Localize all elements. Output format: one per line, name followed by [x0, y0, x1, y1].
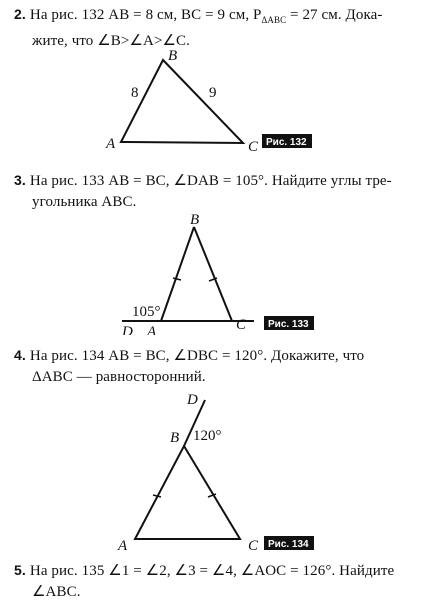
figure-badge-label: Рис. 134 — [268, 539, 309, 550]
vertex-label-c: C — [248, 538, 259, 554]
figure-badge-label: Рис. 132 — [266, 137, 307, 148]
triangle-abc — [121, 60, 243, 143]
problem-4 — [14, 345, 432, 388]
triangle-abc — [135, 446, 240, 539]
perimeter-subscript: ΔABC — [261, 15, 287, 25]
problem-text: На рис. 132 AB = 8 см, BC = 9 см, P — [29, 7, 262, 23]
side-bc-length: 9 — [209, 85, 217, 101]
vertex-label-b: B — [168, 50, 178, 64]
angle-label: 105° — [132, 304, 161, 320]
problem-4-line-1 — [14, 345, 432, 367]
side-ab — [161, 227, 194, 321]
vertex-label-a: A — [147, 324, 157, 335]
vertex-label-b: B — [170, 430, 180, 446]
point-label-d: D — [187, 392, 198, 408]
problem-2-line-1 — [14, 4, 432, 31]
problem-text-end: = 27 см. Дока- — [286, 7, 383, 23]
problem-number: 3. — [14, 172, 26, 188]
problem-text: На рис. 134 AB = BC, ∠DBC = 120°. Докажите, что — [29, 348, 365, 364]
angle-label: 120° — [193, 428, 222, 444]
vertex-label-c: C — [248, 139, 259, 155]
figure-badge-label: Рис. 133 — [268, 319, 309, 330]
problem-number: 5. — [14, 562, 26, 578]
figure-133 — [0, 205, 444, 335]
figure-132 — [0, 50, 444, 160]
vertex-label-b: B — [190, 212, 200, 228]
problem-number: 4. — [14, 347, 26, 363]
problem-3-line-1 — [14, 170, 432, 192]
problem-text: На рис. 135 ∠1 = ∠2, ∠3 = ∠4, ∠AOC = 126°. Найдите — [29, 563, 395, 579]
problem-text: На рис. 133 AB = BC, ∠DAB = 105°. Найдите углы тре- — [29, 173, 392, 189]
problem-2 — [14, 4, 432, 52]
problem-3-line-2: угольника ABC. — [32, 194, 137, 210]
side-bc — [194, 227, 232, 321]
problem-5-line-1 — [14, 560, 432, 582]
vertex-label-a: A — [118, 538, 128, 554]
tick-mark-ab — [173, 278, 181, 280]
problem-2-line-2: жите, что ∠B>∠A>∠C. — [32, 33, 191, 49]
problem-4-line-2: ΔABC — равносторонний. — [32, 369, 206, 385]
problem-5-line-2: ∠ABC. — [32, 584, 81, 600]
problem-5 — [14, 560, 432, 603]
vertex-label-c: C — [236, 317, 247, 333]
tick-mark-ab — [153, 495, 161, 497]
vertex-label-a: A — [106, 136, 116, 152]
problem-number: 2. — [14, 6, 26, 22]
figure-134 — [0, 388, 444, 558]
point-label-d: D — [122, 324, 133, 335]
side-ab-length: 8 — [131, 85, 139, 101]
